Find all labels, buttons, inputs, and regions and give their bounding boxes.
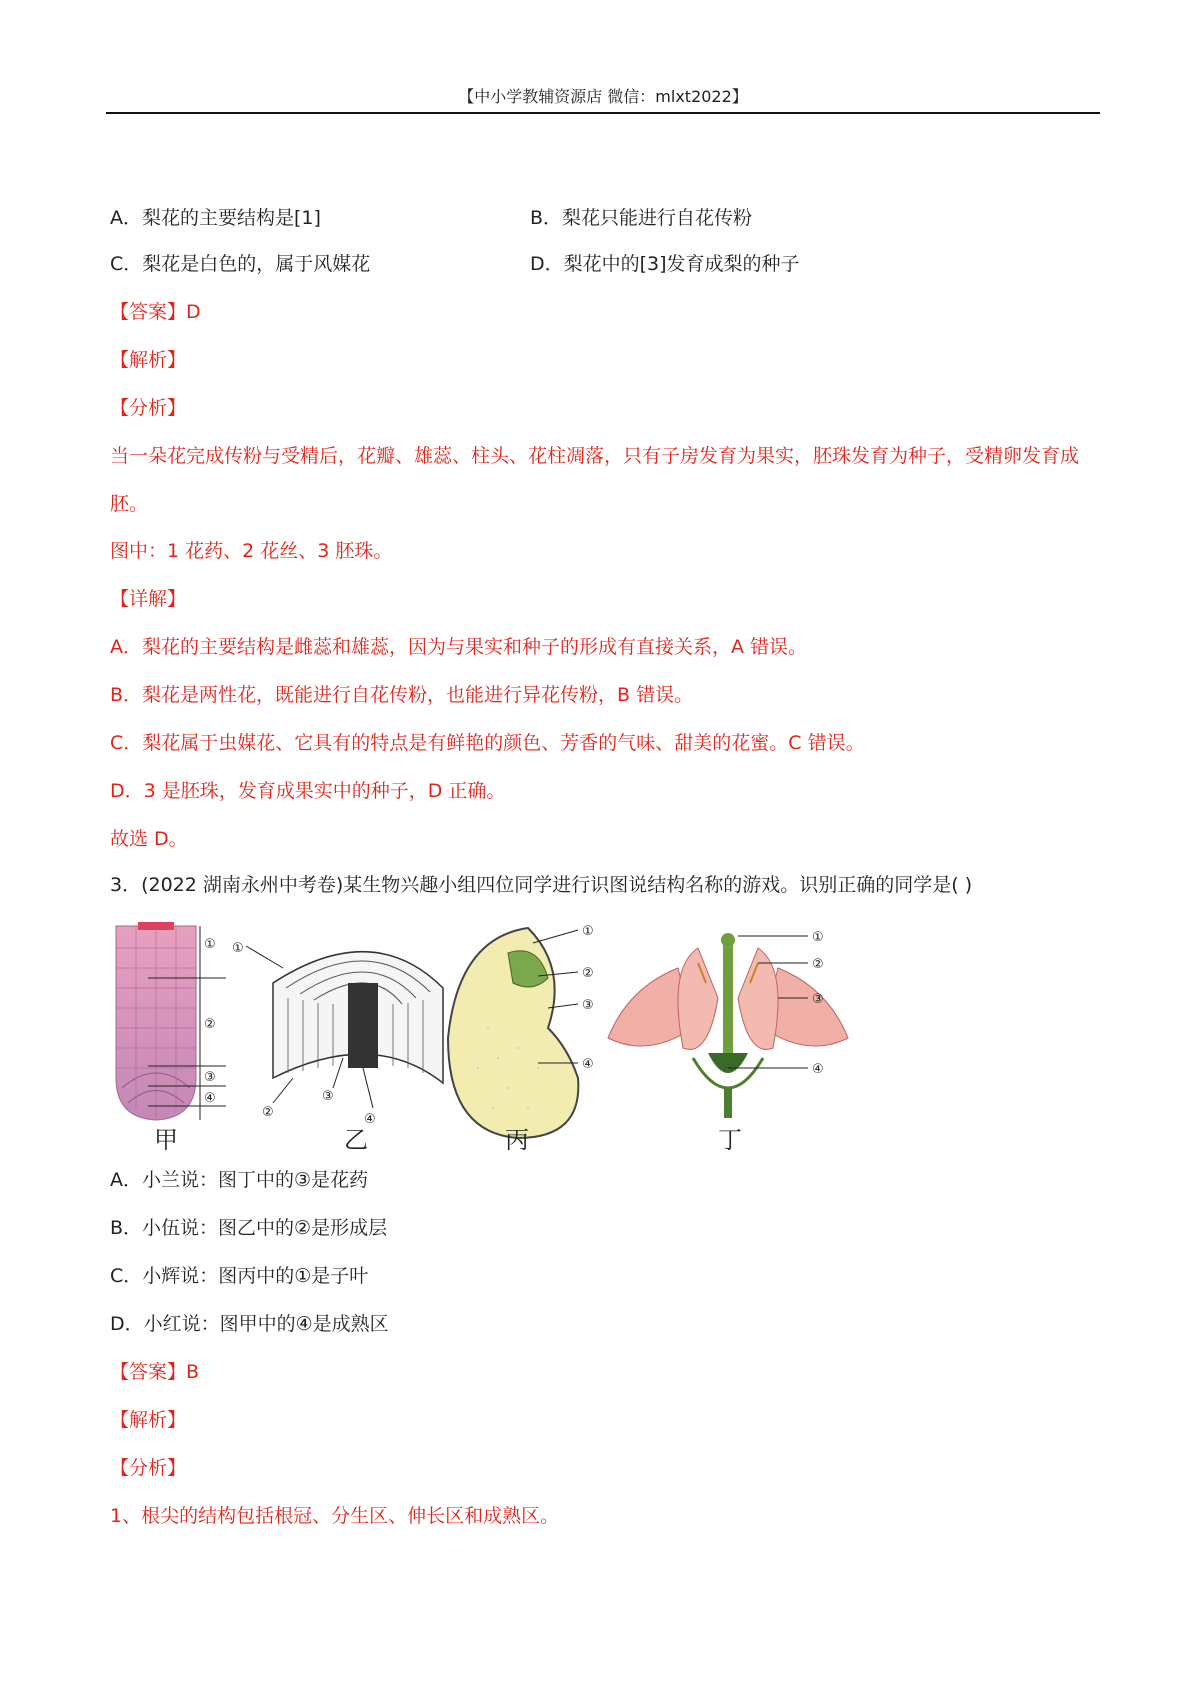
q2-figure-legend: 图中：1 花药、2 花丝、3 胚珠。 (110, 540, 393, 562)
svg-text:④: ④ (582, 1057, 594, 1072)
svg-text:③: ③ (582, 998, 594, 1013)
q2-option-a: A．梨花的主要结构是[1] (110, 207, 321, 229)
svg-text:①: ① (812, 930, 824, 945)
figure-bing-bean-seed (448, 924, 594, 1138)
q2-answer: 【答案】D (110, 301, 201, 323)
q2-option-d: D．梨花中的[3]发育成梨的种子 (530, 253, 800, 275)
q2-detail-b: B．梨花是两性花，既能进行自花传粉，也能进行异花传粉，B 错误。 (110, 684, 694, 706)
q3-fenxi-heading: 【分析】 (110, 1457, 187, 1479)
q3-jiexi-heading: 【解析】 (110, 1409, 187, 1431)
q3-answer: 【答案】B (110, 1361, 200, 1383)
q2-fenxi-heading: 【分析】 (110, 397, 187, 419)
q2-jiexi-heading: 【解析】 (110, 349, 187, 371)
page-header: 【中小学教辅资源店 微信：mlxt2022】 (458, 87, 748, 106)
svg-text:③: ③ (812, 992, 824, 1007)
svg-text:②: ② (204, 1017, 216, 1032)
figure-caption-jia: 甲 (154, 1126, 178, 1154)
header-rule (106, 112, 1100, 114)
q2-fenxi-text: 当一朵花完成传粉与受精后，花瓣、雄蕊、柱头、花柱凋落，只有子房发育为果实，胚珠发育为种子，受精卵发育成胚。 (110, 445, 1080, 515)
figure-yi-stem-section (232, 941, 443, 1127)
q3-option-c: C．小辉说：图丙中的①是子叶 (110, 1265, 369, 1287)
svg-text:④: ④ (204, 1091, 216, 1106)
q2-xiangjie-heading: 【详解】 (110, 588, 187, 610)
svg-text:②: ② (582, 966, 594, 981)
figure-caption-ding: 丁 (718, 1126, 742, 1154)
q3-option-b: B．小伍说：图乙中的②是形成层 (110, 1217, 388, 1239)
svg-text:①: ① (582, 924, 594, 939)
figure-caption-bing: 丙 (505, 1126, 529, 1154)
svg-text:①: ① (204, 937, 216, 952)
q3-option-a: A．小兰说：图丁中的③是花药 (110, 1169, 369, 1191)
svg-text:④: ④ (364, 1112, 376, 1127)
q2-detail-d: D．3 是胚珠，发育成果实中的种子，D 正确。 (110, 780, 506, 802)
figure-caption-yi: 乙 (344, 1126, 368, 1154)
figure-ding-flower (608, 930, 848, 1118)
q2-conclusion: 故选 D。 (110, 828, 188, 850)
q3-figure (108, 908, 988, 1158)
q2-detail-c: C．梨花属于虫媒花、它具有的特点是有鲜艳的颜色、芳香的气味、甜美的花蜜。C 错误。 (110, 732, 865, 754)
svg-text:③: ③ (204, 1070, 216, 1085)
q2-option-b: B．梨花只能进行自花传粉 (530, 207, 753, 229)
q2-option-c: C．梨花是白色的，属于风媒花 (110, 253, 371, 275)
q3-option-d: D．小红说：图甲中的④是成熟区 (110, 1313, 389, 1335)
figure-jia-root-tip (116, 922, 226, 1120)
svg-text:③: ③ (322, 1089, 334, 1104)
svg-text:④: ④ (812, 1062, 824, 1077)
q2-detail-a: A．梨花的主要结构是雌蕊和雄蕊，因为与果实和种子的形成有直接关系，A 错误。 (110, 636, 808, 658)
svg-text:①: ① (232, 941, 244, 956)
q3-stem: 3．(2022 湖南永州中考卷)某生物兴趣小组四位同学进行识图说结构名称的游戏。识别正确的同学是( ) (110, 874, 973, 896)
svg-text:②: ② (262, 1105, 274, 1120)
svg-text:②: ② (812, 957, 824, 972)
q3-fenxi-text: 1、根尖的结构包括根冠、分生区、伸长区和成熟区。 (110, 1505, 560, 1527)
